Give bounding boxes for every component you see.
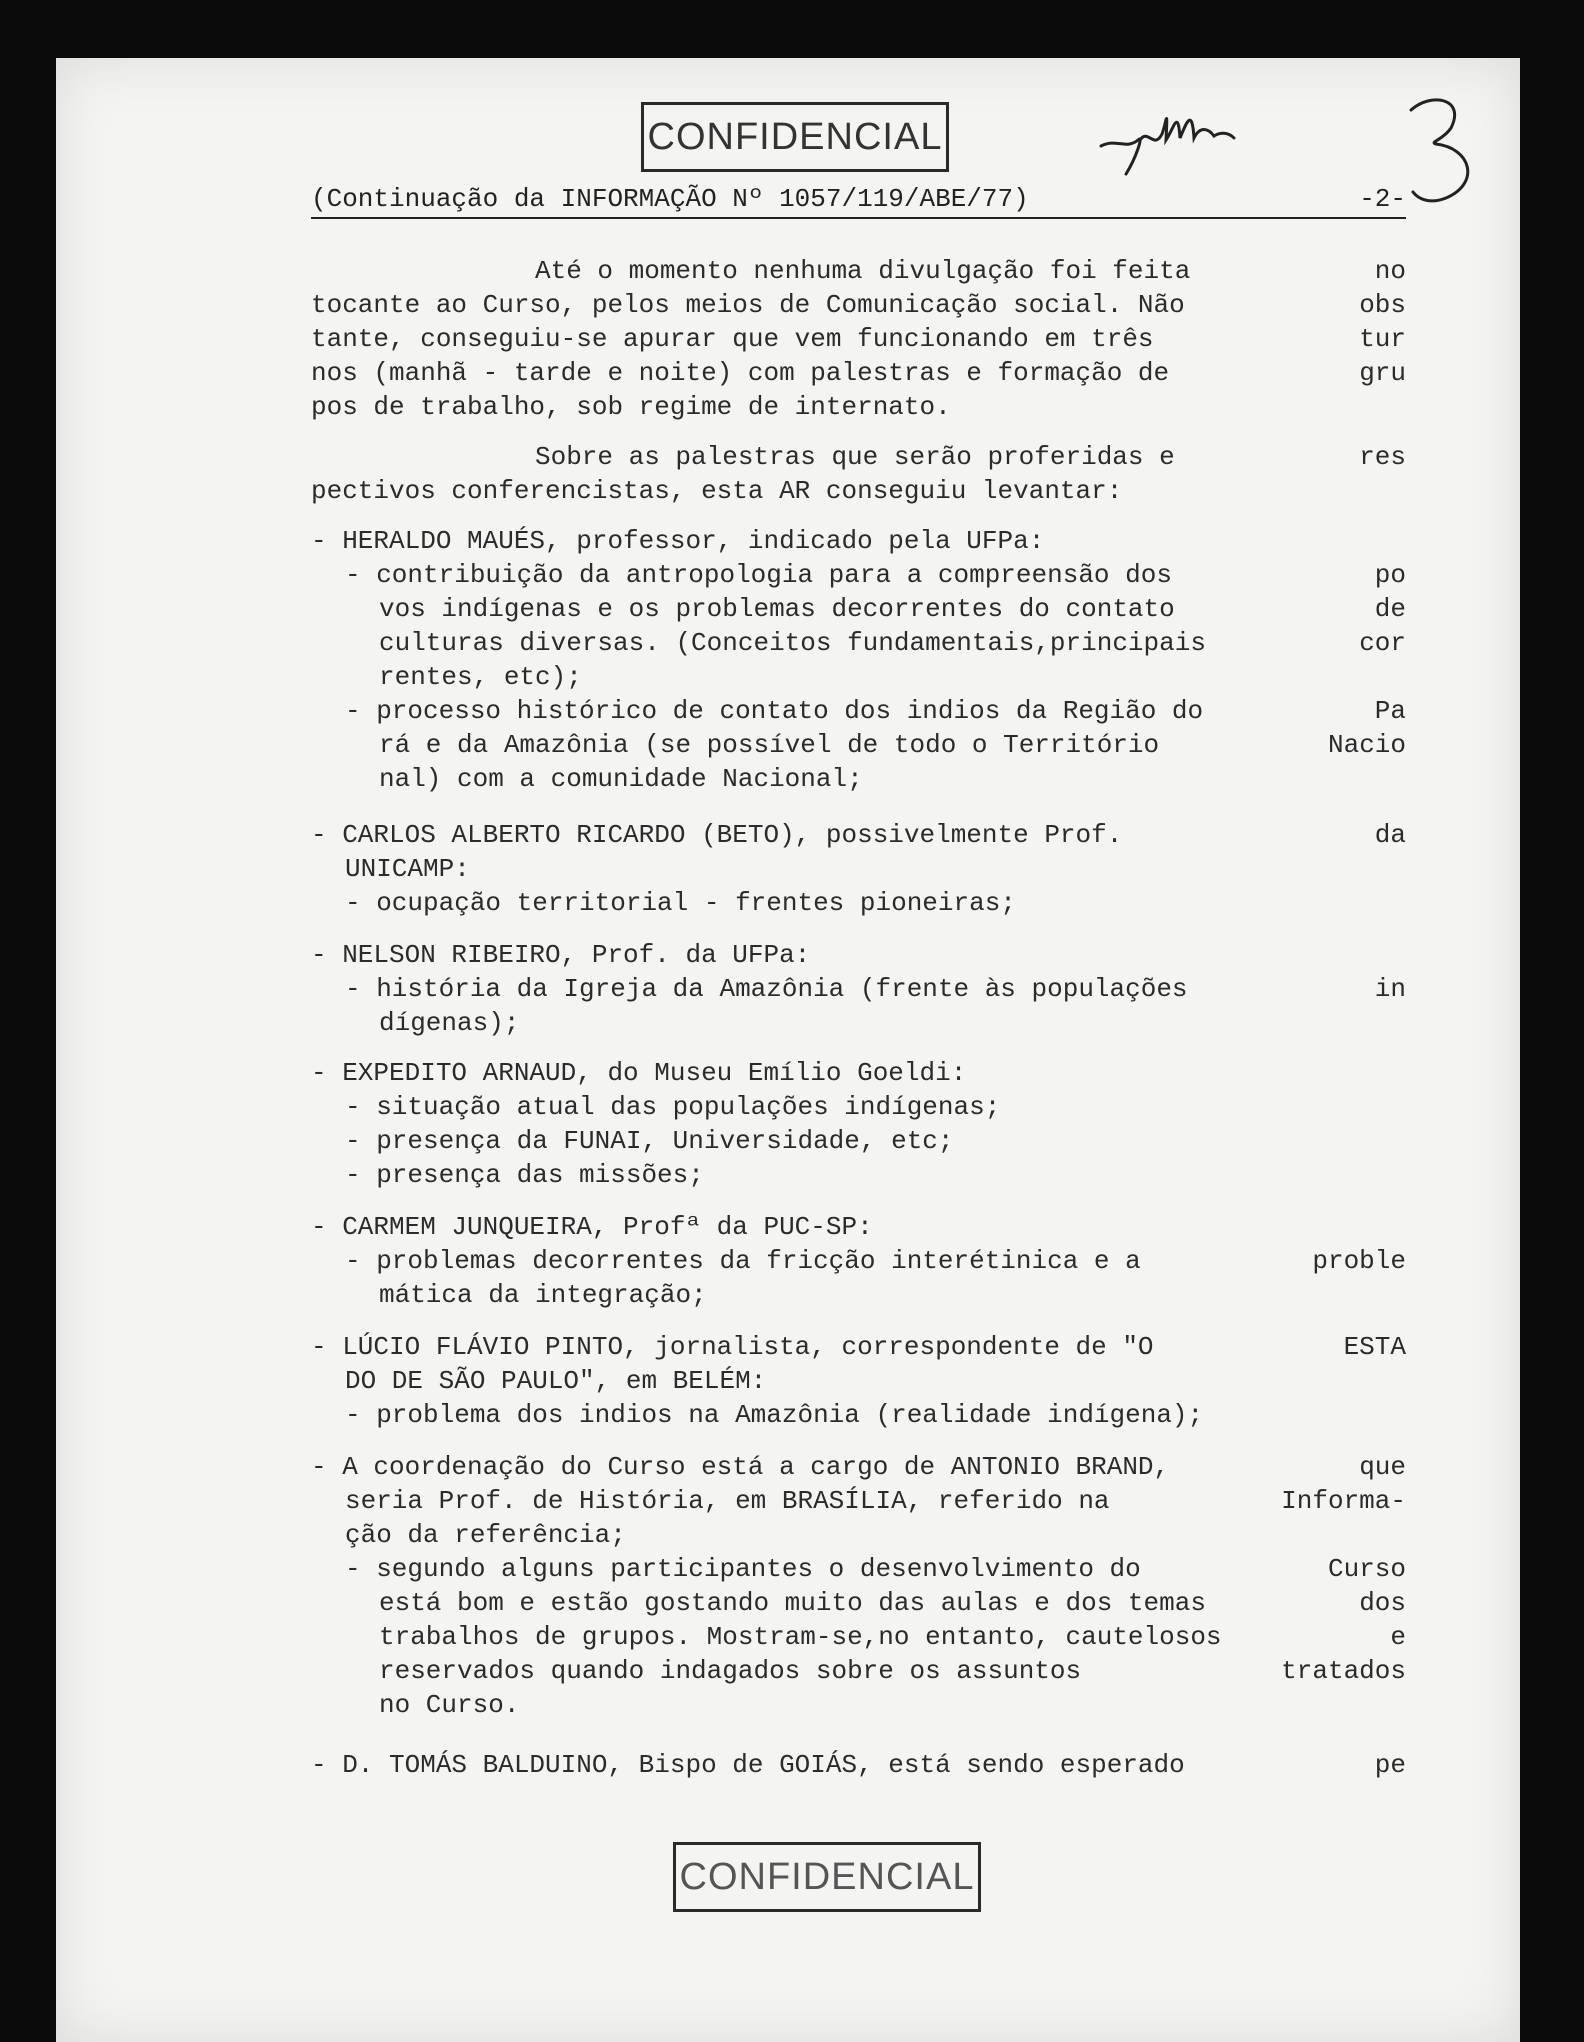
text-line bbox=[311, 1210, 1406, 1244]
line-end-syllable: tratados bbox=[1281, 1656, 1406, 1686]
text-line bbox=[311, 1090, 1406, 1124]
text-line bbox=[311, 1688, 1406, 1722]
text-line bbox=[311, 1056, 1406, 1090]
handwritten-rubric-signature bbox=[1096, 88, 1246, 178]
confidential-stamp-top: CONFIDENCIAL bbox=[641, 102, 949, 172]
line-end-syllable: que bbox=[1359, 1452, 1406, 1482]
line-text: - história da Igreja da Amazônia (frente às populações bbox=[345, 974, 1188, 1004]
handwritten-folio-number bbox=[1391, 88, 1491, 208]
text-line bbox=[311, 728, 1406, 762]
line-end-syllable: res bbox=[1359, 442, 1406, 472]
text-line bbox=[311, 1552, 1406, 1586]
header-title: (Continuação da INFORMAÇÃO Nº 1057/119/ABE/77) bbox=[311, 184, 1029, 214]
text-line bbox=[311, 694, 1406, 728]
line-text: reservados quando indagados sobre os assuntos bbox=[379, 1656, 1082, 1686]
text-line bbox=[311, 972, 1406, 1006]
line-text: culturas diversas. (Conceitos fundamentais,principais bbox=[379, 628, 1206, 658]
text-line bbox=[311, 1654, 1406, 1688]
line-text: DO DE SÃO PAULO", em BELÉM: bbox=[345, 1366, 767, 1396]
text-line bbox=[311, 762, 1406, 796]
text-line bbox=[311, 1518, 1406, 1552]
line-text: UNICAMP: bbox=[345, 854, 470, 884]
line-text: trabalhos de grupos. Mostram-se,no entanto, cautelosos bbox=[379, 1622, 1222, 1652]
line-text: - NELSON RIBEIRO, Prof. da UFPa: bbox=[311, 940, 811, 970]
line-text: no Curso. bbox=[379, 1690, 520, 1720]
line-text: - CARLOS ALBERTO RICARDO (BETO), possivelmente Prof. bbox=[311, 820, 1123, 850]
line-end-syllable: Curso bbox=[1327, 1554, 1406, 1584]
line-text: Sobre as palestras que serão proferidas e bbox=[535, 442, 1175, 472]
line-end-syllable: tur bbox=[1359, 324, 1406, 354]
text-line bbox=[311, 1158, 1406, 1192]
line-end-syllable: proble bbox=[1312, 1246, 1406, 1276]
line-text: - D. TOMÁS BALDUINO, Bispo de GOIÁS, está sendo esperado bbox=[311, 1750, 1185, 1780]
text-line bbox=[311, 660, 1406, 694]
line-end-syllable: gru bbox=[1359, 358, 1406, 388]
text-line bbox=[311, 1330, 1406, 1364]
text-line bbox=[311, 852, 1406, 886]
folio-number-drawing bbox=[1391, 88, 1491, 208]
line-text: tante, conseguiu-se apurar que vem funcionando em três bbox=[311, 324, 1154, 354]
item-coordenacao bbox=[311, 1450, 1406, 1722]
item-heraldo-maues bbox=[311, 524, 1406, 796]
paragraph-intro bbox=[311, 254, 1406, 424]
text-line bbox=[311, 474, 1406, 508]
line-end-syllable: cor bbox=[1359, 628, 1406, 658]
line-text: rentes, etc); bbox=[379, 662, 582, 692]
line-text: Até o momento nenhuma divulgação foi feita bbox=[535, 256, 1191, 286]
text-line bbox=[311, 1398, 1406, 1432]
text-line bbox=[311, 1244, 1406, 1278]
text-line bbox=[311, 254, 1406, 288]
line-text: pectivos conferencistas, esta AR conseguiu levantar: bbox=[311, 476, 1123, 506]
item-expedito-arnaud bbox=[311, 1056, 1406, 1192]
line-text: nos (manhã - tarde e noite) com palestras e formação de bbox=[311, 358, 1170, 388]
line-text: - processo histórico de contato dos indios da Região do bbox=[345, 696, 1204, 726]
text-line bbox=[311, 938, 1406, 972]
paragraph-palestras bbox=[311, 440, 1406, 508]
text-line bbox=[311, 886, 1406, 920]
line-text: - situação atual das populações indígenas; bbox=[345, 1092, 1001, 1122]
text-line bbox=[311, 440, 1406, 474]
line-end-syllable: pe bbox=[1374, 1750, 1406, 1780]
line-text: pos de trabalho, sob regime de internato. bbox=[311, 392, 951, 422]
document-header bbox=[311, 181, 1406, 219]
item-tomas-balduino bbox=[311, 1748, 1406, 1782]
text-line bbox=[311, 1278, 1406, 1312]
line-end-syllable: Nacio bbox=[1327, 730, 1406, 760]
text-line bbox=[311, 1586, 1406, 1620]
line-text: - EXPEDITO ARNAUD, do Museu Emílio Goeldi: bbox=[311, 1058, 967, 1088]
line-text: - problemas decorrentes da fricção interétinica e a bbox=[345, 1246, 1141, 1276]
line-text: - presença da FUNAI, Universidade, etc; bbox=[345, 1126, 954, 1156]
text-line bbox=[311, 1484, 1406, 1518]
line-text: ção da referência; bbox=[345, 1520, 626, 1550]
line-text: - CARMEM JUNQUEIRA, Profª da PUC-SP: bbox=[311, 1212, 873, 1242]
line-end-syllable: dos bbox=[1359, 1588, 1406, 1618]
text-line bbox=[311, 524, 1406, 558]
line-text: - HERALDO MAUÉS, professor, indicado pela UFPa: bbox=[311, 526, 1045, 556]
document-page bbox=[56, 58, 1520, 2042]
line-end-syllable: ESTA bbox=[1343, 1332, 1406, 1362]
item-carlos-alberto-ricardo bbox=[311, 818, 1406, 920]
line-text: tocante ao Curso, pelos meios de Comunicação social. Não bbox=[311, 290, 1185, 320]
text-line bbox=[311, 592, 1406, 626]
line-text: vos indígenas e os problemas decorrentes do contato bbox=[379, 594, 1175, 624]
text-line bbox=[311, 818, 1406, 852]
line-end-syllable: po bbox=[1374, 560, 1406, 590]
line-end-syllable: de bbox=[1374, 594, 1406, 624]
line-text: - contribuição da antropologia para a compreensão dos bbox=[345, 560, 1172, 590]
line-text: - segundo alguns participantes o desenvolvimento do bbox=[345, 1554, 1141, 1584]
line-end-syllable: Pa bbox=[1374, 696, 1406, 726]
confidential-stamp-bottom: CONFIDENCIAL bbox=[673, 1842, 981, 1912]
line-text: seria Prof. de História, em BRASÍLIA, referido na bbox=[345, 1486, 1110, 1516]
line-text: nal) com a comunidade Nacional; bbox=[379, 764, 863, 794]
line-text: está bom e estão gostando muito das aulas e dos temas bbox=[379, 1588, 1206, 1618]
page-number: -2- bbox=[1359, 184, 1406, 214]
line-end-syllable: in bbox=[1374, 974, 1406, 1004]
line-end-syllable: e bbox=[1390, 1622, 1406, 1652]
text-line bbox=[311, 1124, 1406, 1158]
text-line bbox=[311, 1450, 1406, 1484]
line-end-syllable: no bbox=[1374, 256, 1406, 286]
text-line bbox=[311, 1006, 1406, 1040]
line-end-syllable: da bbox=[1374, 820, 1406, 850]
line-text: dígenas); bbox=[379, 1008, 520, 1038]
item-lucio-flavio-pinto bbox=[311, 1330, 1406, 1432]
item-carmem-junqueira bbox=[311, 1210, 1406, 1312]
line-text: mática da integração; bbox=[379, 1280, 707, 1310]
text-line bbox=[311, 558, 1406, 592]
line-text: - problema dos indios na Amazônia (realidade indígena); bbox=[345, 1400, 1204, 1430]
text-line bbox=[311, 1364, 1406, 1398]
text-line bbox=[311, 390, 1406, 424]
text-line bbox=[311, 288, 1406, 322]
line-text: rá e da Amazônia (se possível de todo o Território bbox=[379, 730, 1160, 760]
text-line bbox=[311, 1748, 1406, 1782]
line-text: - LÚCIO FLÁVIO PINTO, jornalista, correspondente de "O bbox=[311, 1332, 1154, 1362]
line-end-syllable: obs bbox=[1359, 290, 1406, 320]
line-text: - ocupação territorial - frentes pioneiras; bbox=[345, 888, 1016, 918]
line-end-syllable: Informa- bbox=[1281, 1486, 1406, 1516]
line-text: - presença das missões; bbox=[345, 1160, 704, 1190]
item-nelson-ribeiro bbox=[311, 938, 1406, 1040]
text-line bbox=[311, 356, 1406, 390]
text-line bbox=[311, 1620, 1406, 1654]
line-text: - A coordenação do Curso está a cargo de ANTONIO BRAND, bbox=[311, 1452, 1170, 1482]
text-line bbox=[311, 626, 1406, 660]
text-line bbox=[311, 322, 1406, 356]
